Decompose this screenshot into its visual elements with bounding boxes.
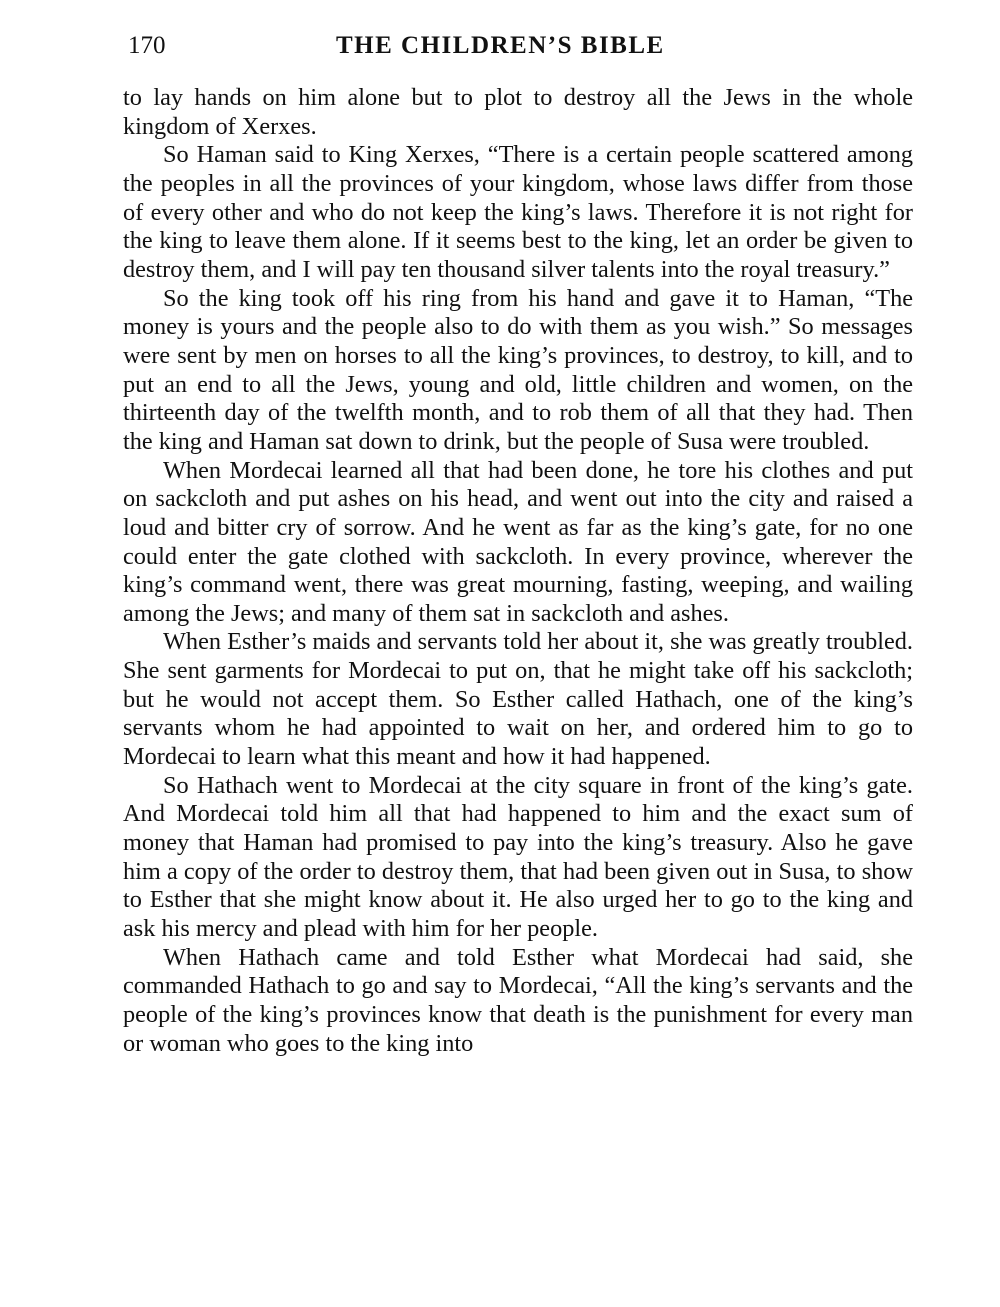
paragraph-continuation: to lay hands on him alone but to plot to destroy all the Jews in the whole kingdom of Xerxes. (123, 84, 913, 140)
body-text (123, 84, 913, 1058)
page-header (128, 26, 910, 66)
paragraph-king-ring: So the king took off his ring from his hand and gave it to Haman, “The money is yours and the people also to do with them as you wish.” So messages were sent by men on horses to all the king’s provinces, to destroy, to kill, and to put an end to all the Jews, young and old, little children and women, on the thirteenth day of the twelfth month, and to rob them of all that they had. Then the king and Haman sat down to drink, but the people of Susa were troubled. (123, 284, 913, 455)
paragraph-hathach-visit: So Hathach went to Mordecai at the city square in front of the king’s gate. And Mordecai told him all that had happened to him and the exact sum of money that Haman had promised to pay into the king’s treasury. Also he gave him a copy of the order to destroy them, that had been given out in Susa, to show to Esther that she might know about it. He also urged her to go to the king and ask his mercy and plead with him for her people. (123, 771, 913, 943)
paragraph-esther-reply: When Hathach came and told Esther what Mordecai had said, she commanded Hathach to go and say to Mordecai, “All the king’s servants and the people of the king’s provinces know that death is the punishment for every man or woman who goes to the king into (123, 943, 913, 1057)
paragraph-esther-troubled: When Esther’s maids and servants told her about it, she was greatly troubled. She sent garments for Mordecai to put on, that he might take off his sackcloth; but he would not accept them. So Esther called Hathach, one of the king’s servants whom he had appointed to wait on her, and ordered him to go to Mordecai to learn what this meant and how it had happened. (123, 628, 913, 771)
page-number: 170 (128, 32, 166, 59)
paragraph-haman-speech: So Haman said to King Xerxes, “There is a certain people scattered among the peoples in all the provinces of your kingdom, whose laws differ from those of every other and who do not keep the king’s laws. Therefore it is not right for the king to leave them alone. If it seems best to the king, let an order be given to destroy them, and I will pay ten thousand silver talents into the royal treasury.” (123, 141, 913, 283)
paragraph-mordecai-mourning: When Mordecai learned all that had been done, he tore his clothes and put on sackcloth and put ashes on his head, and went out into the city and raised a loud and bitter cry of sorrow. And he went as far as the king’s gate, for no one could enter the gate clothed with sackcloth. In every province, wherever the king’s command went, there was great mourning, fasting, weeping, and wailing among the Jews; and many of them sat in sackcloth and ashes. (123, 456, 913, 627)
running-title: THE CHILDREN’S BIBLE (336, 32, 665, 59)
